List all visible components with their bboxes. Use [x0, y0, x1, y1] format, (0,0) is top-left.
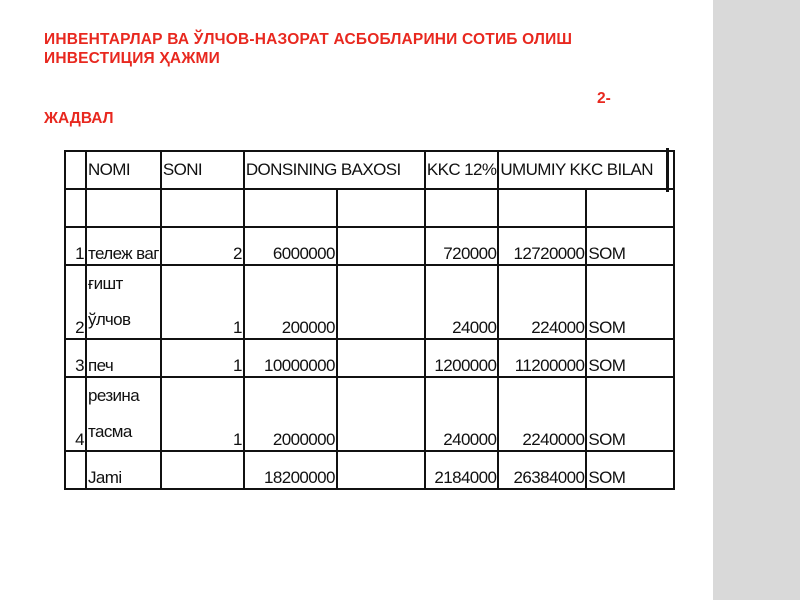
table-cell [337, 265, 425, 339]
investment-table [64, 150, 675, 490]
total-label: Jami [86, 451, 161, 489]
side-band [713, 0, 800, 600]
table-row [65, 377, 674, 451]
total-row [65, 451, 674, 489]
header-row [65, 151, 674, 189]
item-name: печ [86, 339, 161, 377]
header-donsining-baxosi: DONSINING BAXOSI [244, 151, 425, 189]
table-cell [498, 189, 586, 227]
table-cell [337, 227, 425, 265]
item-currency: SOM [586, 377, 674, 451]
item-price: 2000000 [244, 377, 337, 451]
header-soni: SONI [161, 151, 244, 189]
item-price: 6000000 [244, 227, 337, 265]
item-kkc: 240000 [425, 377, 499, 451]
item-total: 11200000 [498, 339, 586, 377]
row-number: 2 [65, 265, 86, 339]
blank-row [65, 189, 674, 227]
table-cell [65, 189, 86, 227]
table-cell [161, 451, 244, 489]
item-price: 10000000 [244, 339, 337, 377]
total-currency: SOM [586, 451, 674, 489]
table-row [65, 265, 674, 339]
item-quantity: 1 [161, 377, 244, 451]
total-kkc: 2184000 [425, 451, 499, 489]
header-umumiy: UMUMIY KKC BILAN [498, 151, 674, 189]
item-name: тележ ваг [86, 227, 161, 265]
table-cell [161, 189, 244, 227]
table-cell [337, 189, 425, 227]
table-cell [244, 189, 337, 227]
table-cell [86, 189, 161, 227]
table-number: 2- [597, 90, 611, 107]
table-cell [586, 189, 674, 227]
table-cell [337, 339, 425, 377]
item-currency: SOM [586, 265, 674, 339]
item-kkc: 1200000 [425, 339, 499, 377]
table-label: ЖАДВАЛ [44, 110, 114, 127]
page-title: ИНВЕНТАРЛАР ВА ЎЛЧОВ-НАЗОРАТ АСБОБЛАРИНИ СОТИБ ОЛИШ ИНВЕСТИЦИЯ ҲАЖМИ [44, 31, 573, 67]
row-number: 3 [65, 339, 86, 377]
item-currency: SOM [586, 339, 674, 377]
item-total: 2240000 [498, 377, 586, 451]
total-price: 18200000 [244, 451, 337, 489]
table-row [65, 339, 674, 377]
table-edge-mark [666, 148, 669, 192]
row-number: 4 [65, 377, 86, 451]
row-number: 1 [65, 227, 86, 265]
item-currency: SOM [586, 227, 674, 265]
header-kkc: KKC 12% [425, 151, 499, 189]
item-total: 12720000 [498, 227, 586, 265]
item-quantity: 2 [161, 227, 244, 265]
table-cell [425, 189, 499, 227]
table-row [65, 227, 674, 265]
table-cell [337, 377, 425, 451]
item-quantity: 1 [161, 339, 244, 377]
header-index-cell [65, 151, 86, 189]
table-cell [65, 451, 86, 489]
total-sum: 26384000 [498, 451, 586, 489]
item-name: резина тасма [86, 377, 161, 451]
item-kkc: 24000 [425, 265, 499, 339]
item-quantity: 1 [161, 265, 244, 339]
header-nomi: NOMI [86, 151, 161, 189]
item-name: ғишт ўлчов [86, 265, 161, 339]
item-total: 224000 [498, 265, 586, 339]
table-cell [337, 451, 425, 489]
item-kkc: 720000 [425, 227, 499, 265]
item-price: 200000 [244, 265, 337, 339]
